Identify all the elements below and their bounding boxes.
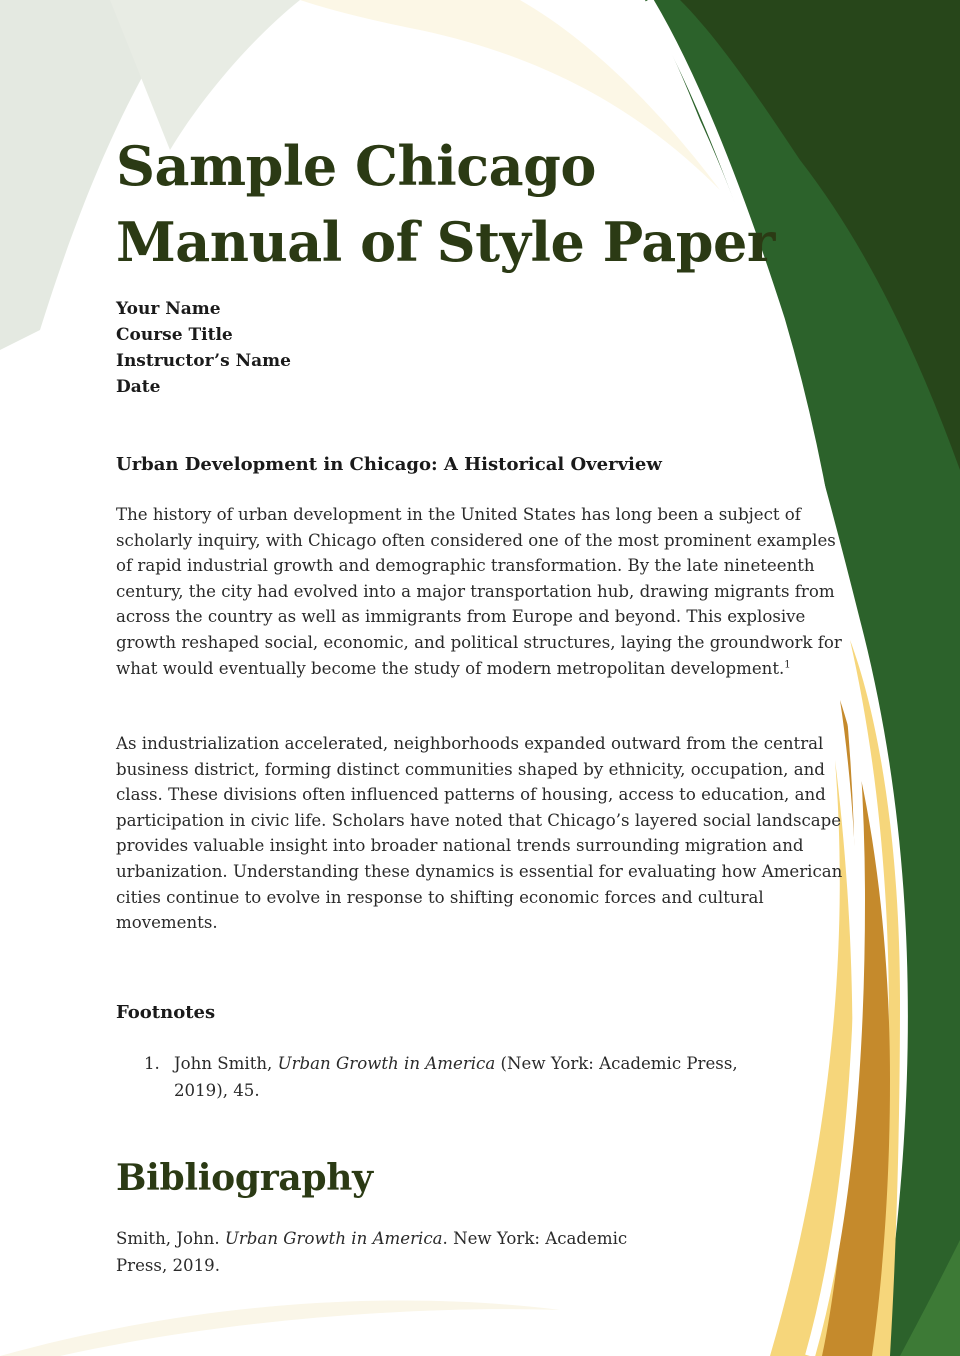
footnotes-heading: Footnotes	[116, 1002, 216, 1023]
footnote-ref-1[interactable]: 1	[784, 659, 791, 671]
bib-author: Smith, John.	[116, 1229, 225, 1248]
footnote-number: 1.	[144, 1054, 160, 1073]
paragraph-1	[116, 502, 846, 681]
paragraph-1-text: The history of urban development in the United States has long been a subject of scholarly inquiry, with Chicago often considered one of the most prominent examples of rapid industrial growth and demographic transformation. By the late nineteenth century, the city had evolved into a major transportation hub, drawing migrants from across the country as well as immigrants from Europe and beyond. This explosive growth reshaped social, economic, and political structures, laying the groundwork for what would eventually become the study of modern metropolitan development.	[116, 505, 842, 678]
title-line-2: Manual of Style Paper	[116, 210, 775, 274]
footnote-text	[174, 1050, 764, 1104]
bib-rest: . New York: Academic Press, 2019.	[116, 1229, 628, 1275]
author-meta-block	[116, 296, 291, 400]
title-line-1: Sample Chicago	[116, 134, 596, 198]
document-title	[116, 128, 816, 280]
meta-instructor-name: Instructor’s Name	[116, 351, 291, 371]
footnote-author: John Smith,	[174, 1054, 278, 1073]
pale-cream-arc-bottom	[0, 1301, 560, 1356]
section-heading: Urban Development in Chicago: A Historical Overview	[116, 454, 662, 475]
paragraph-2: As industrialization accelerated, neighborhoods expanded outward from the central business district, forming distinct communities shaped by ethnicity, occupation, and class. These divisions often influenced patterns of housing, access to education, and participation in civic life. Scholars have noted that Chicago’s layered social landscape provides valuable insight into broader national trends surrounding migration and urbanization. Understanding these dynamics is essential for evaluating how American cities continue to evolve in response to shifting economic forces and cultural movements.	[116, 734, 843, 933]
footnote-book-title: Urban Growth in America	[277, 1054, 496, 1073]
bibliography-entry	[116, 1225, 646, 1279]
meta-date: Date	[116, 377, 161, 397]
bibliography-heading: Bibliography	[116, 1157, 373, 1199]
meta-course-title: Course Title	[116, 325, 233, 345]
bib-book-title: Urban Growth in America	[224, 1229, 443, 1248]
meta-your-name: Your Name	[116, 299, 221, 319]
footnote-rest: (New York: Academic Press, 2019), 45.	[174, 1054, 738, 1100]
